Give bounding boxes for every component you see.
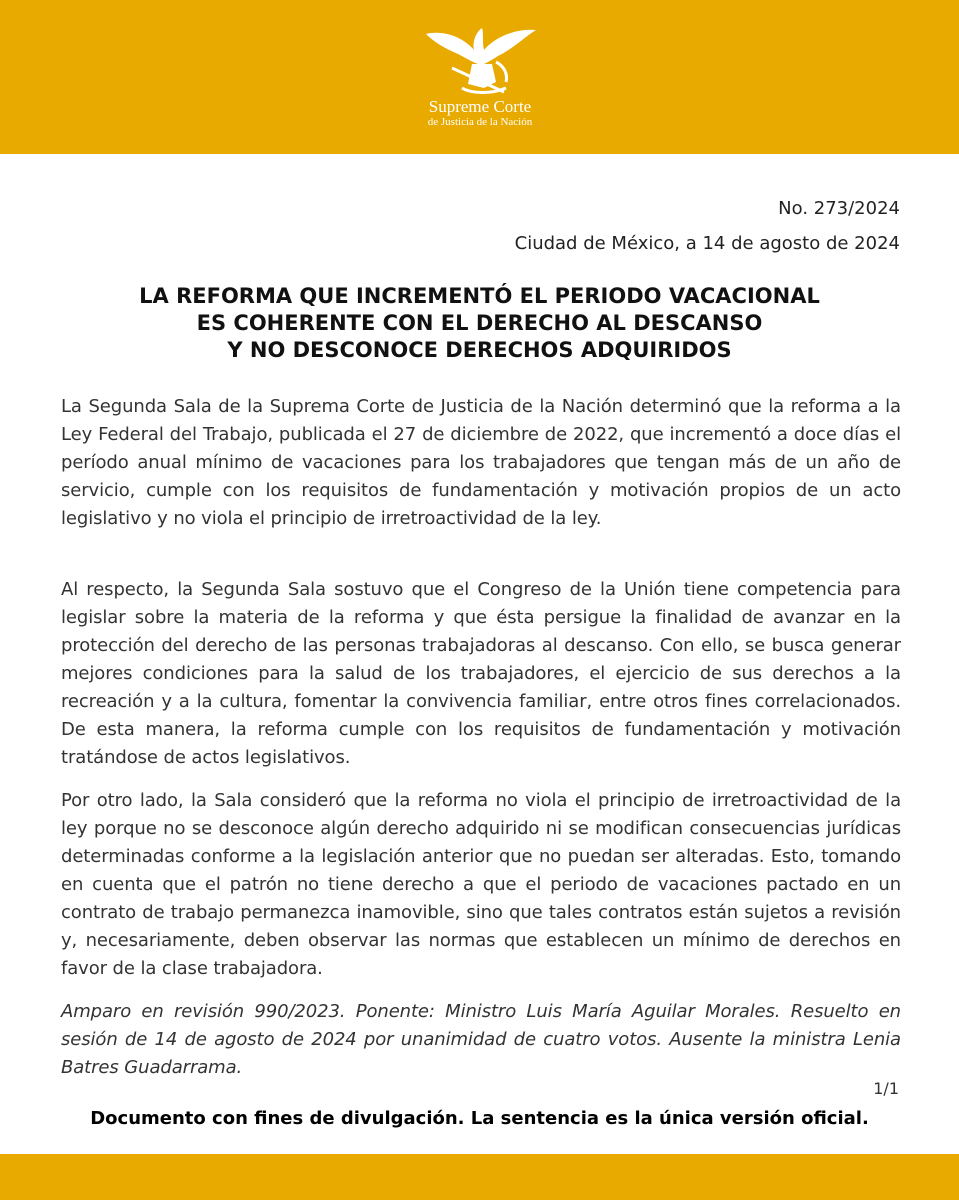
headline-line: ES COHERENTE CON EL DERECHO AL DESCANSO (196, 311, 763, 335)
scjn-logo (415, 22, 545, 128)
paragraph: Por otro lado, la Sala consideró que la reforma no viola el principio de irretroactividad de la ley porque no se desconoce algún derecho adquirido ni se modifican consecuencias jurídicas determinadas conforme a la legislación anterior que no puedan ser alteradas. Esto, tomando en cuenta que el patrón no tiene derecho a que el periodo de vacaciones pactado en un contrato de trabajo permanezca inamovible, sino que tales contratos están sujetos a revisión y, necesariamente, deben observar las normas que establecen un mínimo de derechos en favor de la clase trabajadora. (61, 790, 901, 979)
paragraph: Al respecto, la Segunda Sala sostuvo que el Congreso de la Unión tiene competencia para legislar sobre la materia de la reforma y que ésta persigue la finalidad de avanzar en la protección del derecho de las personas trabajadoras al descanso. Con ello, se busca generar mejores condiciones para la salud de los trabajadores, el ejercicio de sus derechos a la recreación y a la cultura, fomentar la convivencia familiar, entre otros fines correlacionados. De esta manera, la reforma cumple con los requisitos de fundamentación y motivación tratándose de actos legislativos. (61, 579, 901, 768)
header-band (0, 0, 959, 154)
logo-line2: de Justicia de la Nación (427, 116, 533, 128)
headline-line: Y NO DESCONOCE DERECHOS ADQUIRIDOS (227, 338, 732, 362)
headline (0, 283, 959, 364)
footer-band (0, 1154, 959, 1200)
disclaimer: Documento con fines de divulgación. La sentencia es la única versión oficial. (90, 1108, 869, 1129)
logo-line1: Supreme Corte (428, 97, 532, 116)
bulletin-number: No. 273/2024 (778, 198, 900, 219)
eagle-emblem-icon (422, 22, 538, 96)
headline-line: LA REFORMA QUE INCREMENTÓ EL PERIODO VACACIONAL (139, 284, 820, 308)
case-note: Amparo en revisión 990/2023. Ponente: Ministro Luis María Aguilar Morales. Resuelto en sesión de 14 de agosto de 2024 por unanimidad de cuatro votos. Ausente la ministra Lenia Batres Guadarrama. (61, 1001, 901, 1078)
place-date: Ciudad de México, a 14 de agosto de 2024 (514, 233, 900, 254)
paragraph: La Segunda Sala de la Suprema Corte de Justicia de la Nación determinó que la reforma a la Ley Federal del Trabajo, publicada el 27 de diciembre de 2022, que incrementó a doce días el período anual mínimo de vacaciones para los trabajadores que tengan más de un año de servicio, cumple con los requisitos de fundamentación y motivación propios de un acto legislativo y no viola el principio de irretroactividad de la ley. (61, 396, 901, 529)
page-number: 1/1 (873, 1079, 899, 1098)
